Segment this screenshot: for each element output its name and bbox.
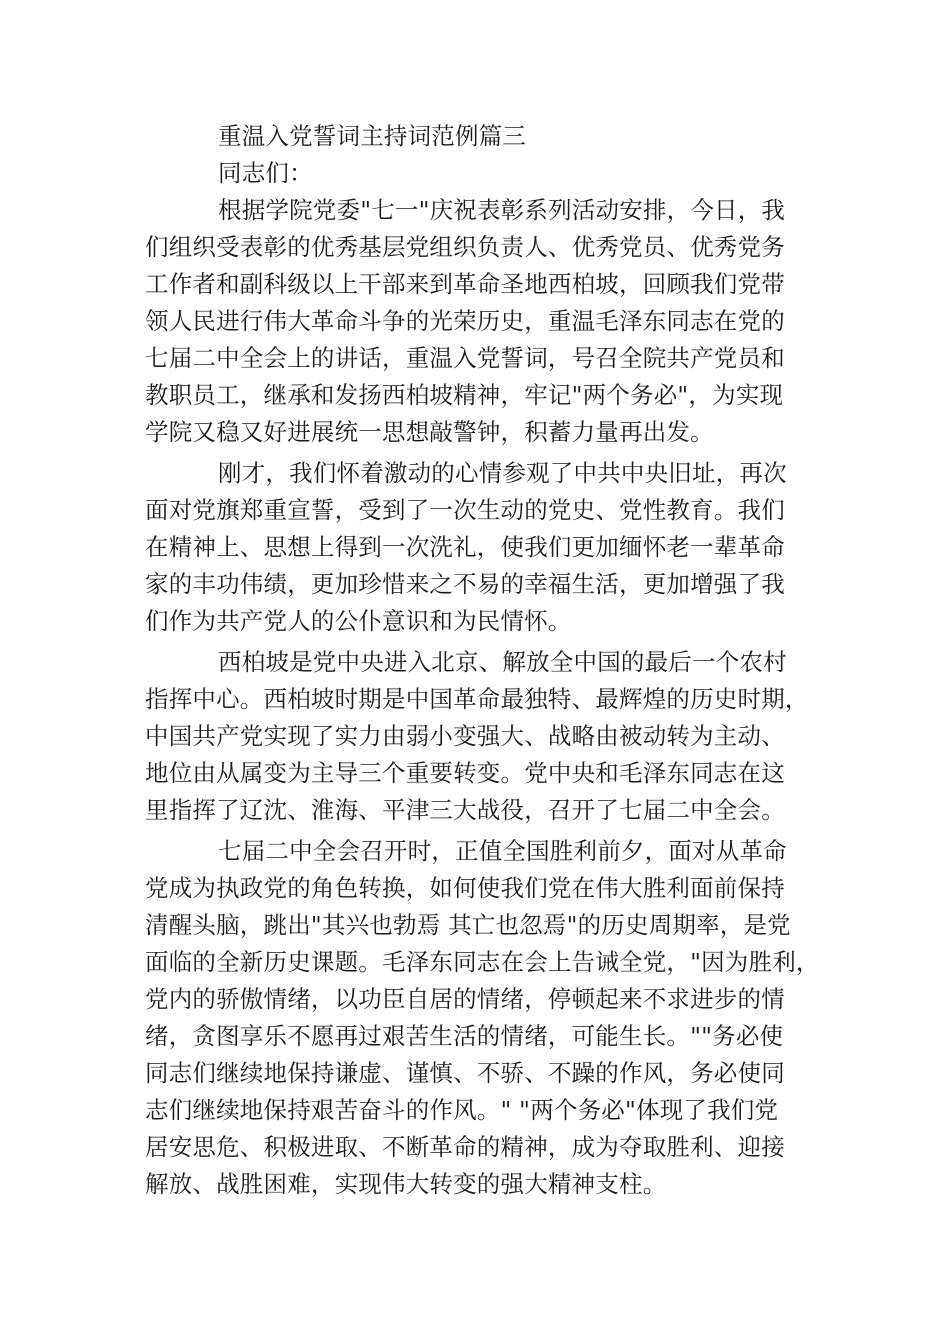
paragraph-line: 学院又稳又好进展统一思想敲警钟，积蓄力量再出发。 [145, 418, 714, 446]
paragraph-line: 里指挥了辽沈、淮海、平津三大战役，召开了七届二中全会。 [145, 796, 785, 824]
document-title: 重温入党誓词主持词范例篇三 [218, 122, 527, 150]
paragraph-line: 西柏坡是党中央进入北京、解放全中国的最后一个农村 [218, 648, 787, 676]
paragraph-line: 中国共产党实现了实力由弱小变强大、战略由被动转为主动、 [145, 722, 785, 750]
paragraph-line: 教职员工，继承和发扬西柏坡精神，牢记"两个务必"，为实现 [145, 381, 784, 409]
paragraph-line: 地位由从属变为主导三个重要转变。党中央和毛泽东同志在这 [145, 759, 785, 787]
paragraph-line: 根据学院党委"七一"庆祝表彰系列活动安排，今日，我 [218, 196, 786, 224]
paragraph-line: 同志们继续地保持谦虚、谨慎、不骄、不躁的作风，务必使同 [145, 1059, 785, 1087]
paragraph-line: 工作者和副科级以上干部来到革命圣地西柏坡，回顾我们党带 [145, 270, 785, 298]
paragraph-line: 们作为共产党人的公仆意识和为民情怀。 [145, 607, 572, 635]
paragraph-line: 在精神上、思想上得到一次洗礼，使我们更加缅怀老一辈革命 [145, 533, 785, 561]
paragraph-line: 解放、战胜困难，实现伟大转变的强大精神支柱。 [145, 1170, 667, 1198]
paragraph-line: 面对党旗郑重宣誓，受到了一次生动的党史、党性教育。我们 [145, 496, 785, 524]
paragraph-line: 党内的骄傲情绪，以功臣自居的情绪，停顿起来不求进步的情 [145, 985, 785, 1013]
paragraph-2 [145, 455, 820, 640]
paragraph-line: 志们继续地保持艰苦奋斗的作风。" "两个务必"体现了我们党 [145, 1096, 779, 1124]
paragraph-line: 七届二中全会召开时，正值全国胜利前夕，面对从革命 [218, 837, 787, 865]
paragraph-line: 清醒头脑，跳出"其兴也勃焉 其亡也忽焉"的历史周期率，是党 [145, 911, 791, 939]
paragraph-4 [145, 833, 820, 1203]
paragraph-line: 党成为执政党的角色转换，如何使我们党在伟大胜利面前保持 [145, 874, 785, 902]
paragraph-line: 刚才，我们怀着激动的心情参观了中共中央旧址，再次 [218, 459, 787, 487]
paragraph-line: 居安思危、积极进取、不断革命的精神，成为夺取胜利、迎接 [145, 1133, 785, 1161]
paragraph-line: 家的丰功伟绩，更加珍惜来之不易的幸福生活，更加增强了我 [145, 570, 785, 598]
paragraph-line: 指挥中心。西柏坡时期是中国革命最独特、最辉煌的历史时期， [145, 685, 809, 713]
document-body [145, 118, 820, 1203]
paragraph-line: 绪，贪图享乐不愿再过艰苦生活的情绪，可能生长。""务必使 [145, 1022, 784, 1050]
salutation: 同志们： [218, 159, 313, 187]
paragraph-line: 们组织受表彰的优秀基层党组织负责人、优秀党员、优秀党务 [145, 233, 785, 261]
paragraph-line: 七届二中全会上的讲话，重温入党誓词，号召全院共产党员和 [145, 344, 785, 372]
paragraph-3 [145, 644, 820, 829]
paragraph-line: 领人民进行伟大革命斗争的光荣历史，重温毛泽东同志在党的 [145, 307, 785, 335]
paragraph-line: 面临的全新历史课题。毛泽东同志在会上告诫全党，"因为胜利， [145, 948, 820, 976]
paragraph-1 [145, 192, 820, 451]
